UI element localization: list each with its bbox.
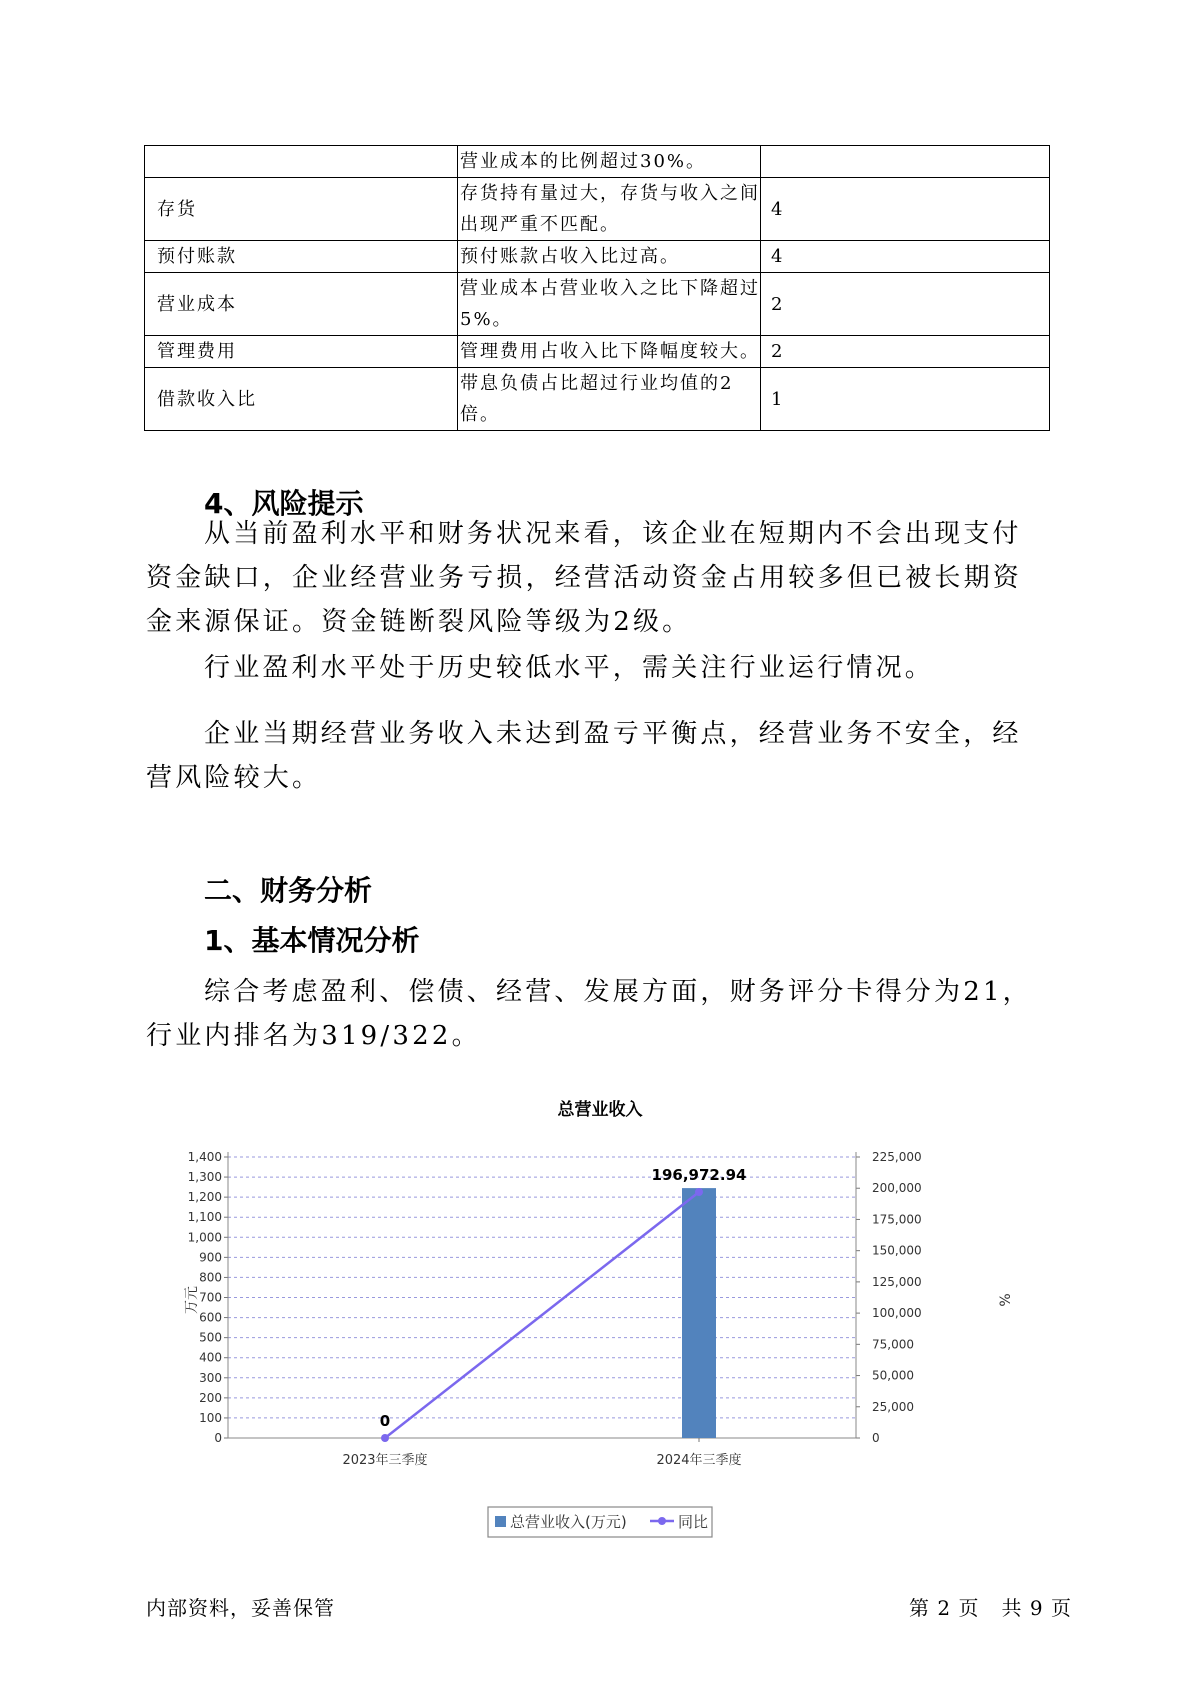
indicator-cell: 存货	[145, 178, 458, 241]
revenue-chart	[140, 1080, 1060, 1560]
y-right-tick-label: 200,000	[872, 1181, 922, 1196]
y-right-tick-label: 125,000	[872, 1274, 922, 1289]
point-yoy	[695, 1188, 703, 1196]
section-heading-risk: 4、风险提示	[204, 487, 364, 520]
y-left-tick-label: 100	[199, 1410, 222, 1425]
description-cell: 预付账款占收入比过高。	[458, 241, 761, 273]
paragraph-risk-1: 从当前盈利水平和财务状况来看，该企业在短期内不会出现支付资金缺口，企业经营业务亏损，经营活动资金占用较多但已被长期资金来源保证。资金链断裂风险等级为2级。	[146, 519, 1023, 637]
line-yoy	[385, 1192, 699, 1438]
description-cell: 管理费用占收入比下降幅度较大。	[458, 336, 761, 368]
grid-lines	[228, 1157, 856, 1418]
sub-heading-basic: 1、基本情况分析	[204, 924, 420, 957]
y-axis-left-title: 万元	[184, 1286, 200, 1314]
score-cell: 2	[761, 336, 1050, 368]
paragraph-risk-3: 企业当期经营业务收入未达到盈亏平衡点，经营业务不安全，经营风险较大。	[146, 719, 1022, 793]
section-heading-finance: 二、财务分析	[204, 874, 373, 907]
point-yoy	[381, 1434, 389, 1442]
y-left-tick-label: 300	[199, 1370, 222, 1385]
y-left-tick-label: 900	[199, 1250, 222, 1265]
score-cell: 4	[761, 178, 1050, 241]
paragraph-risk-2: 行业盈利水平处于历史较低水平，需关注行业运行情况。	[204, 653, 935, 683]
y-right-tick-label: 50,000	[872, 1368, 914, 1383]
y-left-tick-label: 600	[199, 1310, 222, 1325]
table-row	[145, 241, 1050, 273]
description-cell: 存货持有量过大，存货与收入之间出现严重不匹配。	[458, 178, 761, 241]
indicator-cell: 预付账款	[145, 241, 458, 273]
x-tick-label: 2023年三季度	[342, 1453, 428, 1468]
y-right-tick-label: 225,000	[872, 1150, 922, 1164]
table-row	[145, 368, 1050, 431]
legend[interactable]	[488, 1507, 712, 1537]
table-row	[145, 336, 1050, 368]
footer-left: 内部资料，妥善保管	[146, 1596, 335, 1620]
y-left-tick-label: 700	[199, 1290, 222, 1305]
criteria-table	[144, 145, 1050, 431]
chart-title: 总营业收入	[557, 1100, 643, 1120]
legend-label-revenue: 总营业收入(万元)	[510, 1513, 627, 1531]
y-left-tick-label: 1,000	[187, 1230, 222, 1245]
footer-page-number: 第 2 页 共 9 页	[909, 1596, 1072, 1620]
y-left-tick-label: 1,100	[187, 1210, 222, 1225]
table-row	[145, 146, 1050, 178]
y-left-tick-label: 400	[199, 1350, 222, 1365]
score-cell: 4	[761, 241, 1050, 273]
legend-bar-swatch	[495, 1516, 506, 1527]
bar-revenue	[682, 1188, 716, 1438]
indicator-cell: 管理费用	[145, 336, 458, 368]
description-cell: 带息负债占比超过行业均值的2倍。	[458, 368, 761, 431]
score-cell: 2	[761, 273, 1050, 336]
indicator-cell: 借款收入比	[145, 368, 458, 431]
description-cell: 营业成本的比例超过30%。	[458, 146, 761, 178]
y-axis-right-title: %	[998, 1293, 1014, 1307]
chart-svg	[140, 1080, 1060, 1560]
legend-line-marker	[658, 1517, 666, 1525]
y-left-tick-label: 0	[214, 1431, 222, 1445]
indicator-cell: 营业成本	[145, 273, 458, 336]
legend-label-yoy: 同比	[678, 1513, 709, 1531]
y-right-tick-label: 75,000	[872, 1337, 914, 1352]
y-right-tick-label: 0	[872, 1431, 880, 1445]
description-cell: 营业成本占营业收入之比下降超过5%。	[458, 273, 761, 336]
y-left-tick-label: 800	[199, 1270, 222, 1285]
y-right-tick-label: 100,000	[872, 1306, 922, 1321]
paragraph-basic: 综合考虑盈利、偿债、经营、发展方面，财务评分卡得分为21，行业内排名为319/322。	[146, 977, 1032, 1051]
score-cell: 1	[761, 368, 1050, 431]
y-left-tick-label: 1,200	[187, 1190, 222, 1205]
series	[380, 1166, 747, 1442]
indicator-cell	[145, 146, 458, 178]
y-right-tick-label: 150,000	[872, 1243, 922, 1258]
x-tick-label: 2024年三季度	[656, 1453, 742, 1468]
score-cell	[761, 146, 1050, 178]
table-row	[145, 273, 1050, 336]
table-row	[145, 178, 1050, 241]
y-left-tick-label: 1,300	[187, 1170, 222, 1185]
data-label: 196,972.94	[651, 1166, 747, 1185]
y-right-tick-label: 25,000	[872, 1399, 914, 1414]
axes	[188, 1150, 922, 1468]
y-left-tick-label: 1,400	[187, 1150, 222, 1164]
data-label: 0	[379, 1412, 391, 1430]
y-left-tick-label: 200	[199, 1390, 222, 1405]
y-right-tick-label: 175,000	[872, 1212, 922, 1227]
y-left-tick-label: 500	[199, 1330, 222, 1345]
